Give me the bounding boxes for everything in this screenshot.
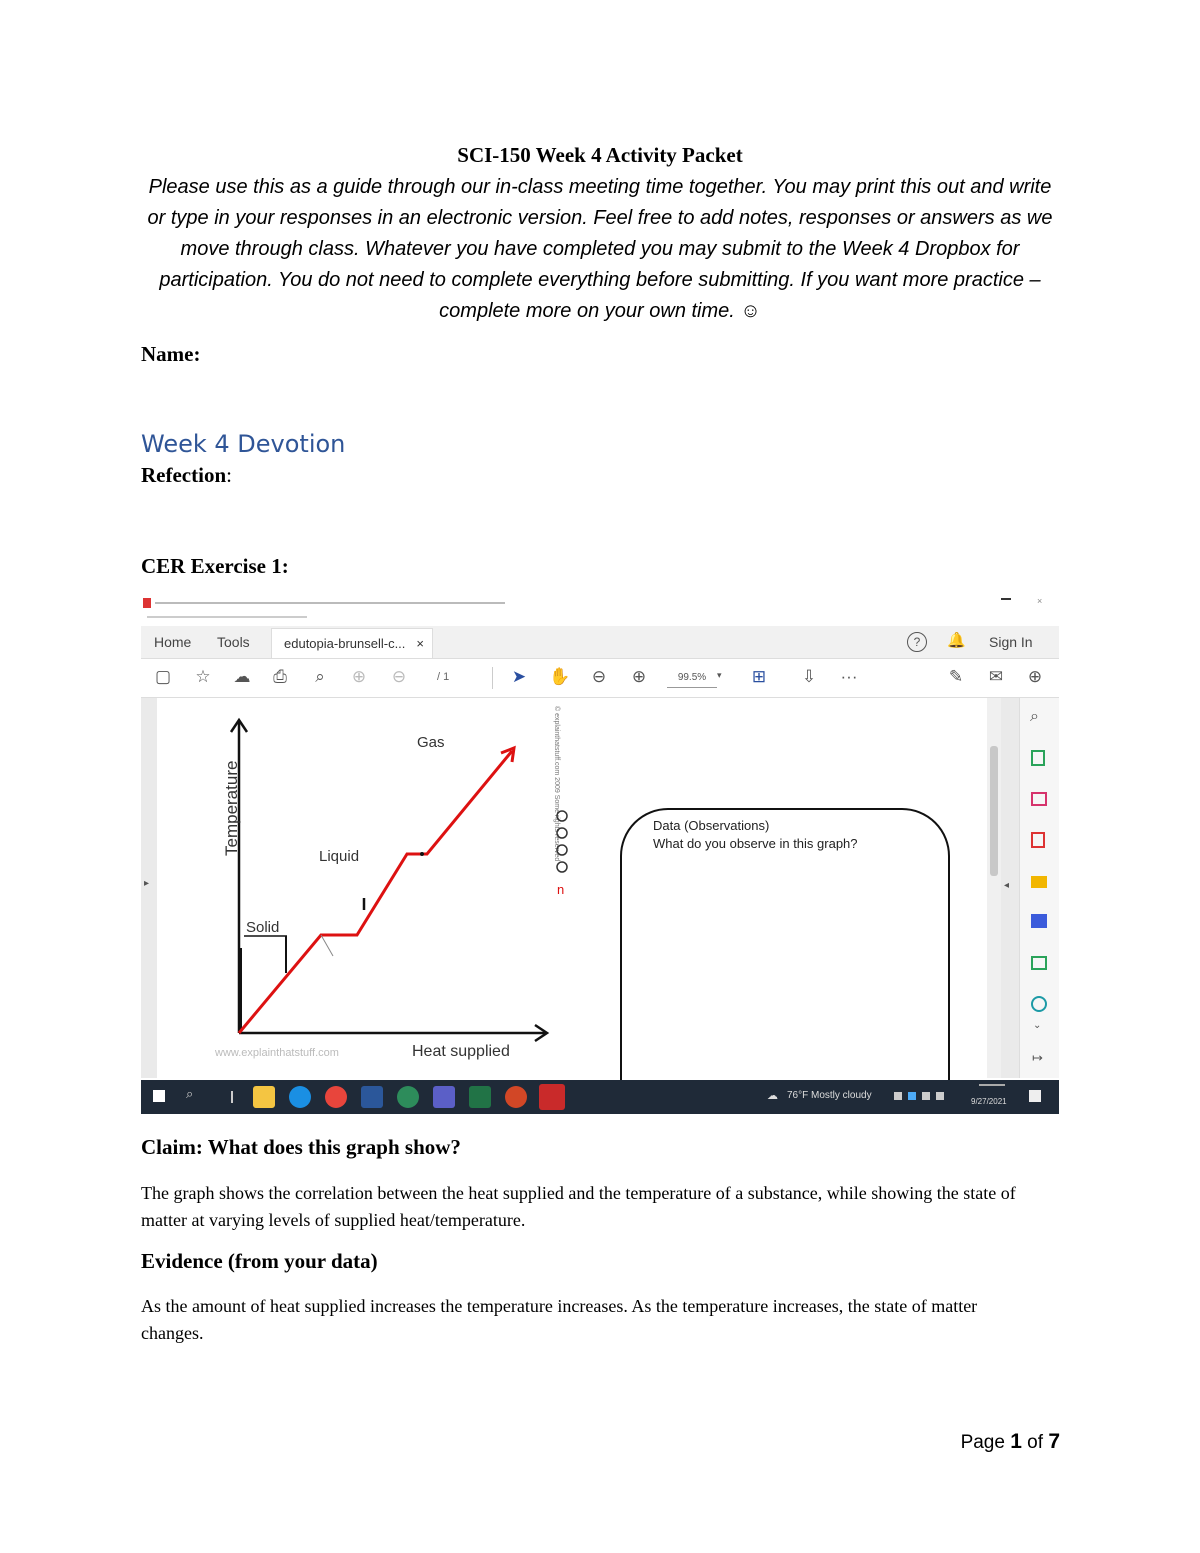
word-icon[interactable] <box>361 1086 383 1108</box>
page-total: 7 <box>1048 1430 1060 1453</box>
excel-icon[interactable] <box>469 1086 491 1108</box>
task-view-icon[interactable] <box>231 1091 233 1103</box>
zoom-level-field[interactable]: 99.5% <box>667 669 717 688</box>
label-liquid: Liquid <box>319 848 360 865</box>
scroll-mode-icon[interactable]: ⇩ <box>801 667 817 686</box>
claim-heading: Claim: What does this graph show? <box>141 1135 461 1159</box>
tools-pane <box>1019 698 1059 1078</box>
more-tools-pane-icon[interactable] <box>1031 996 1047 1012</box>
powerpoint-icon[interactable] <box>505 1086 527 1108</box>
app-icon[interactable] <box>397 1086 419 1108</box>
label-solid: Solid <box>246 919 280 936</box>
windows-start-icon[interactable] <box>153 1090 165 1102</box>
organize-pages-icon[interactable] <box>1031 792 1047 806</box>
boiling-point-marker <box>420 852 424 856</box>
file-explorer-icon[interactable] <box>253 1086 275 1108</box>
observations-box <box>620 808 950 1114</box>
reflection-colon: : <box>226 463 232 487</box>
comment-icon[interactable] <box>1031 876 1047 888</box>
melting-point-marker <box>321 935 333 956</box>
evidence-heading: Evidence (from your data) <box>141 1249 378 1273</box>
source-watermark: www.explainthatstuff.com <box>215 1047 339 1059</box>
toolbar-divider <box>492 667 493 689</box>
claim-answer: The graph shows the correlation between the heat supplied and the temperature of a substance, while showing the state of matter at varying levels of supplied heat/temperature. <box>141 1183 1016 1230</box>
logo-letter-icon: n <box>557 882 565 897</box>
zoom-in-icon[interactable]: ⊕ <box>631 667 647 686</box>
sign-in-button[interactable]: Sign In <box>989 634 1033 650</box>
tab-close-icon[interactable]: × <box>416 636 424 651</box>
observations-title: Data (Observations) <box>653 818 770 833</box>
zoom-tool-icon[interactable]: ⌕ <box>1030 708 1039 725</box>
chrome-icon[interactable] <box>325 1086 347 1108</box>
save-icon[interactable]: ▢ <box>154 667 172 686</box>
pdf-toolbar <box>141 659 1059 698</box>
tab-home[interactable]: Home <box>154 634 192 650</box>
tab-bar <box>141 626 1059 659</box>
document-viewer <box>141 698 1059 1078</box>
page-down-icon[interactable]: ⊖ <box>391 667 407 686</box>
evidence-answer: As the amount of heat supplied increases the temperature increases. As the temperature increases, the state of matter changes. <box>141 1296 978 1343</box>
volume-icon[interactable] <box>936 1092 944 1100</box>
zoom-search-icon[interactable]: ⌕ <box>315 667 325 686</box>
collapse-pane-icon[interactable]: ↦ <box>1032 1050 1043 1065</box>
cloud-icon: ☁ <box>767 1090 778 1102</box>
clock-date[interactable]: 9/27/2021 <box>971 1097 1007 1106</box>
menu-bar <box>141 610 1059 624</box>
reflection-label: Refection <box>141 463 227 487</box>
copyright-notice: © explainthatstuff.com 2009 Some rights reserved <box>553 706 560 862</box>
vertical-scrollbar[interactable] <box>987 698 1001 1078</box>
bell-icon[interactable]: 🔔 <box>947 632 966 649</box>
menu-items[interactable] <box>147 616 307 618</box>
help-icon[interactable]: ? <box>907 632 927 652</box>
window-title-text <box>155 602 505 604</box>
embedded-screenshot <box>141 596 1059 1114</box>
sa-icon <box>557 862 567 872</box>
tray-icon[interactable] <box>894 1092 902 1100</box>
add-user-icon[interactable]: ⊕ <box>1027 667 1043 686</box>
heating-curve <box>239 751 512 1033</box>
y-axis-label: Temperature <box>222 760 241 856</box>
page-number <box>961 1430 1060 1454</box>
send-file-icon[interactable] <box>1031 914 1047 928</box>
fill-sign-icon[interactable] <box>1031 956 1047 970</box>
scrollbar-thumb[interactable] <box>990 746 998 876</box>
minimize-icon[interactable] <box>1001 598 1011 600</box>
page-indicator[interactable]: / 1 <box>437 671 450 683</box>
name-label: Name: <box>141 342 201 366</box>
reflection-row <box>141 463 232 488</box>
weather-status[interactable]: 76°F Mostly cloudy <box>787 1090 872 1101</box>
observations-question: What do you observe in this graph? <box>653 836 858 851</box>
devotion-heading: Week 4 Devotion <box>141 430 346 458</box>
search-icon[interactable]: ⌕ <box>186 1086 194 1101</box>
hand-icon[interactable]: ✋ <box>549 667 571 686</box>
export-pdf-icon[interactable] <box>1031 750 1045 766</box>
window-title-bar <box>141 596 1059 610</box>
teams-icon[interactable] <box>433 1086 455 1108</box>
windows-taskbar <box>141 1080 1059 1114</box>
edge-icon[interactable] <box>289 1086 311 1108</box>
zoom-out-icon[interactable]: ⊖ <box>591 667 607 686</box>
create-pdf-icon[interactable] <box>1031 832 1045 848</box>
clock-time[interactable] <box>979 1084 1005 1086</box>
tab-tools[interactable]: Tools <box>217 634 250 650</box>
label-gas: Gas <box>417 734 445 751</box>
intro-instructions: Please use this as a guide through our in-class meeting time together. You may print this out and write or type in your responses in an electronic version. Feel free to add notes, responses or answers as we move through class. Whatever you have completed you may submit to the Week 4 Dropbox for participation. You do not need to complete everything before submitting. If you want more practice – complete more on your own time. ☺ <box>147 176 1053 322</box>
print-icon[interactable]: ⎙ <box>273 667 287 686</box>
sign-pen-icon[interactable]: ✎ <box>948 667 964 686</box>
chevron-down-icon[interactable]: ⌄ <box>1033 1020 1042 1031</box>
more-tools-icon[interactable]: ··· <box>840 667 858 686</box>
tab-document[interactable] <box>271 628 433 658</box>
onedrive-icon[interactable] <box>908 1092 916 1100</box>
upload-icon[interactable]: ☁ <box>233 667 251 686</box>
tab-document-label: edutopia-brunsell-c... <box>284 636 406 651</box>
cer-heading: CER Exercise 1: <box>141 554 289 578</box>
left-panel-toggle-icon[interactable]: ▸ <box>144 878 150 889</box>
acrobat-icon <box>143 598 151 608</box>
page-current: 1 <box>1010 1430 1022 1453</box>
pdf-page <box>157 698 987 1078</box>
acrobat-taskbar-icon[interactable] <box>539 1084 565 1110</box>
close-window-icon[interactable]: × <box>1037 596 1043 606</box>
page-up-icon[interactable]: ⊕ <box>351 667 367 686</box>
fit-page-icon[interactable]: ⊞ <box>751 667 767 686</box>
star-icon[interactable]: ☆ <box>195 667 211 686</box>
right-panel-toggle-icon[interactable]: ◂ <box>1004 880 1010 891</box>
page-prefix: Page <box>960 1432 1011 1453</box>
page-of: of <box>1021 1432 1049 1453</box>
zoom-dropdown-icon[interactable]: ▾ <box>717 670 722 680</box>
notifications-icon[interactable] <box>1029 1090 1041 1102</box>
x-axis-label: Heat supplied <box>412 1043 510 1060</box>
system-tray-icons[interactable] <box>891 1089 971 1101</box>
document-title: SCI-150 Week 4 Activity Packet <box>457 143 743 167</box>
network-icon[interactable] <box>922 1092 930 1100</box>
email-icon[interactable]: ✉ <box>988 667 1004 686</box>
select-cursor-icon[interactable]: ➤ <box>511 667 527 686</box>
